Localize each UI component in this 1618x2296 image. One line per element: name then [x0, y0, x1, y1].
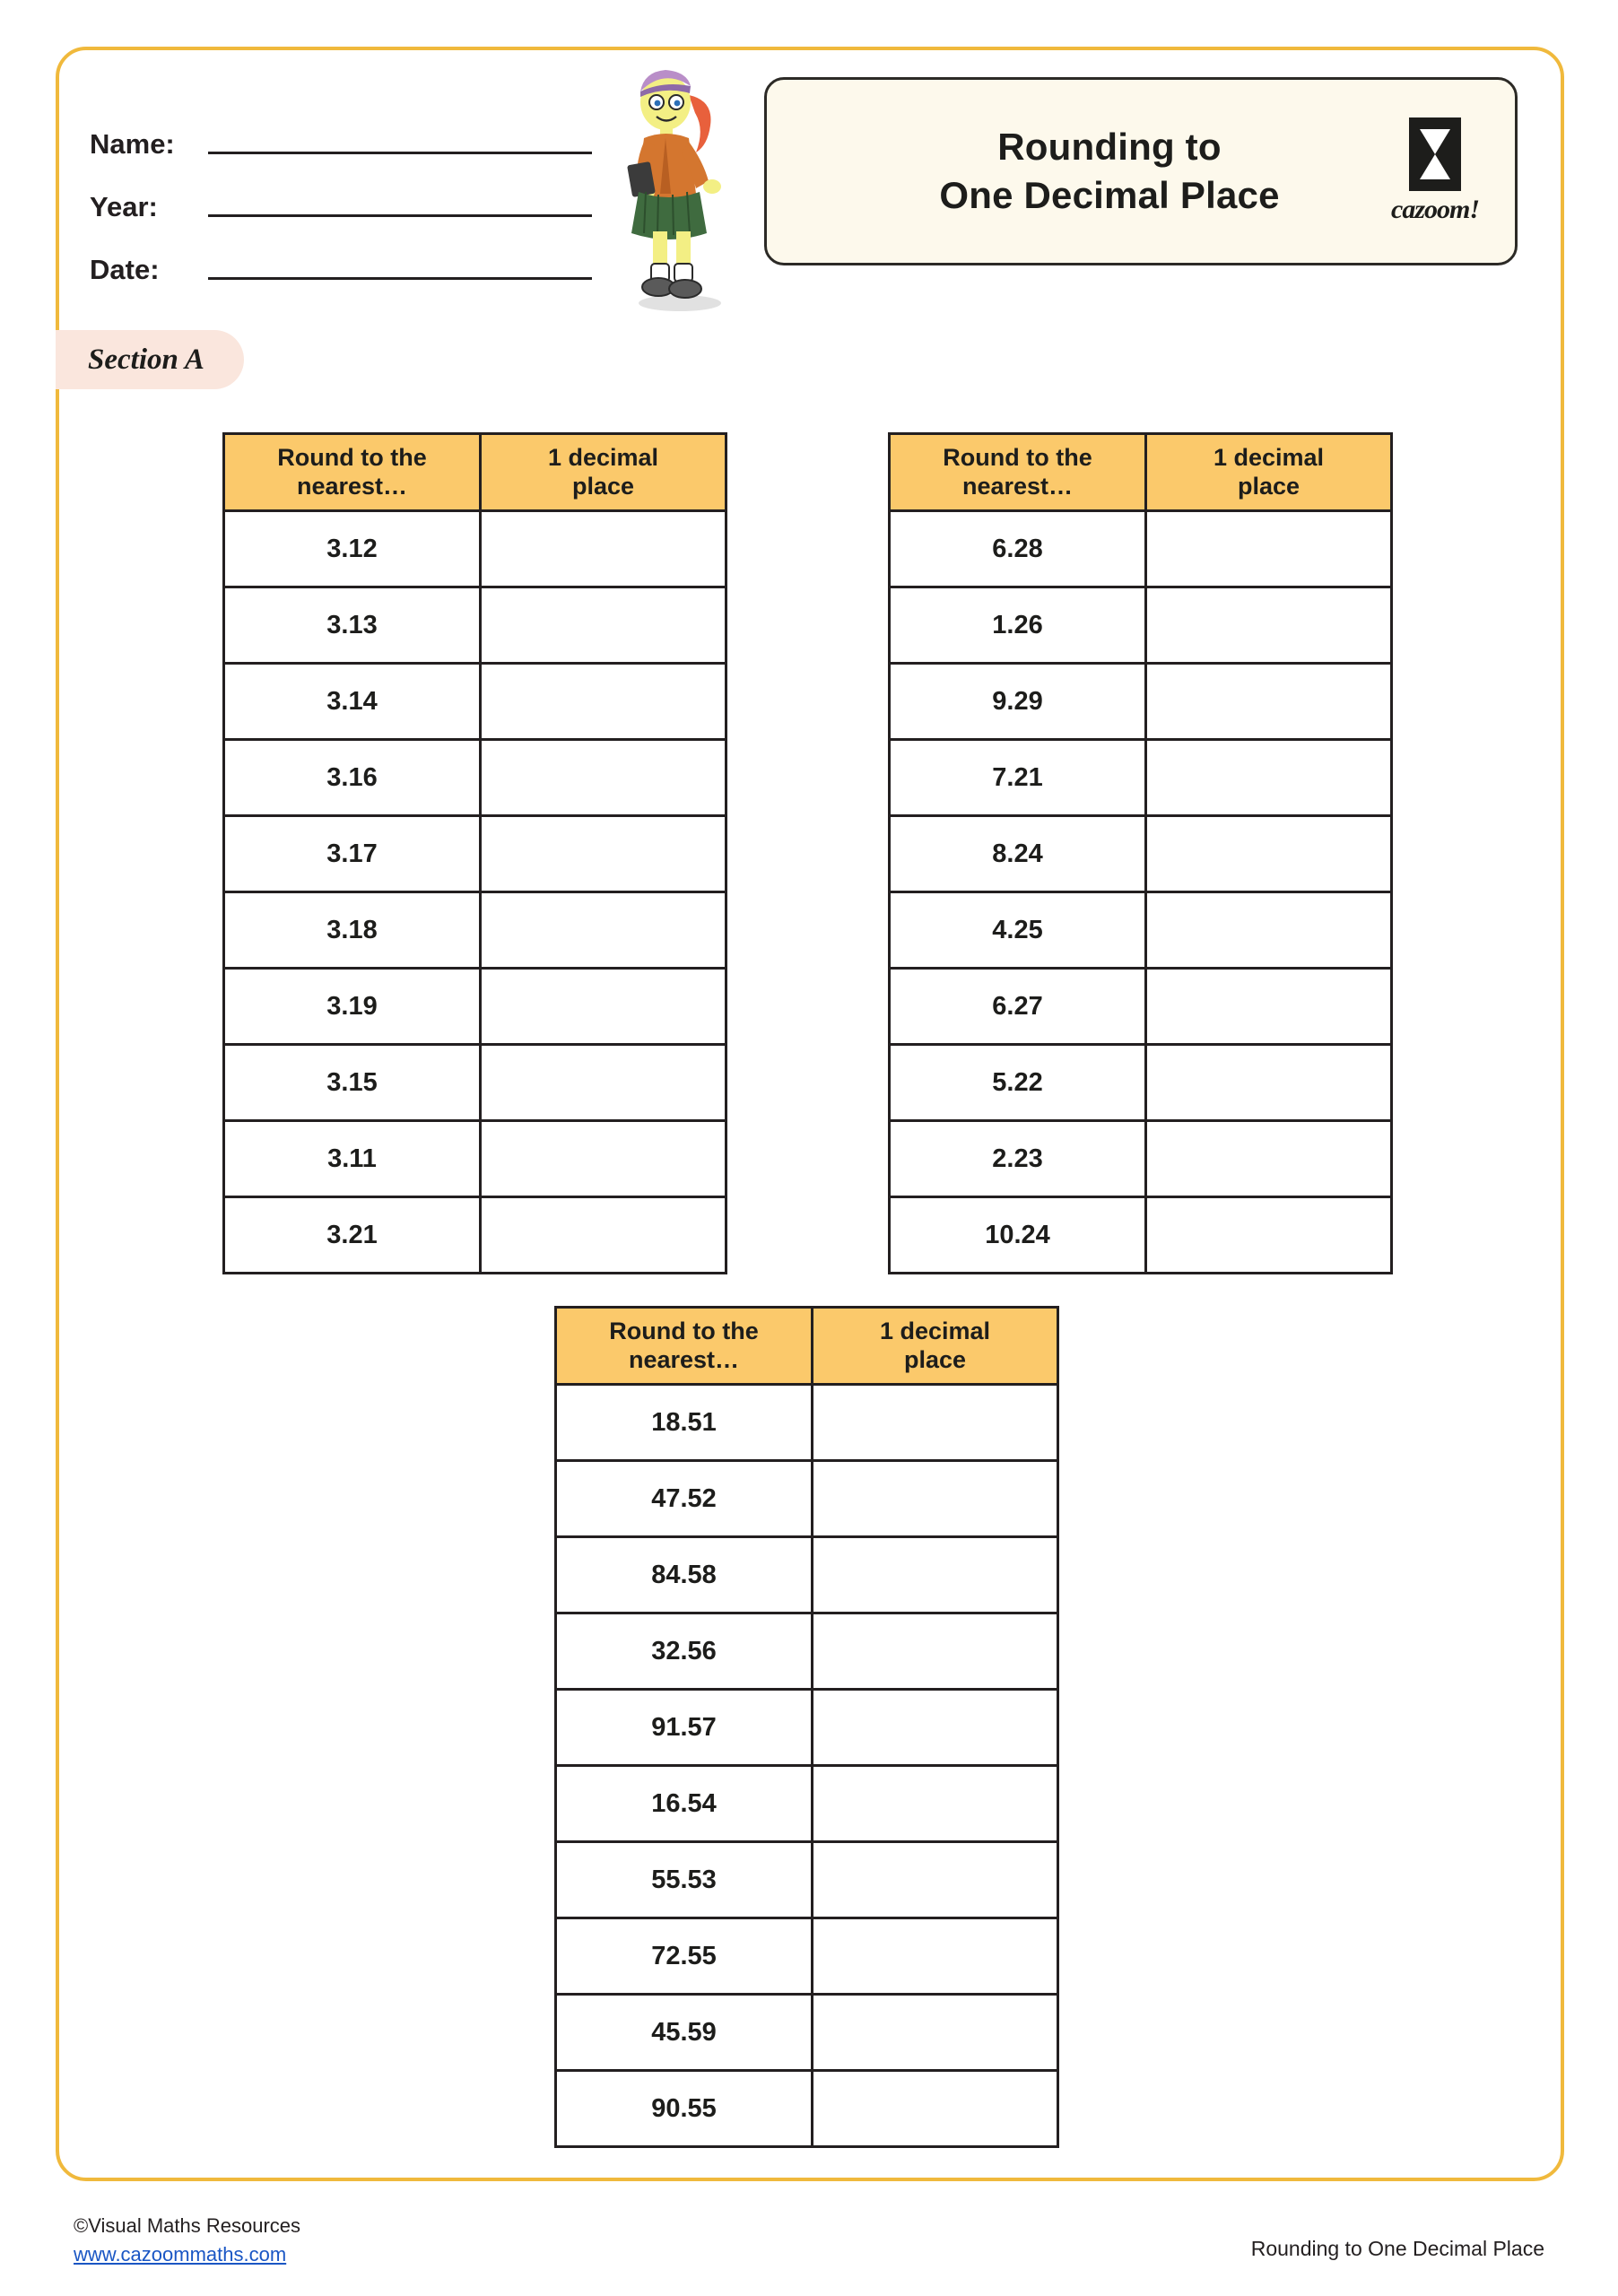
- answer-cell[interactable]: [813, 1537, 1058, 1613]
- student-info-fields: [90, 99, 592, 287]
- question-value: 3.15: [224, 1045, 481, 1121]
- question-value: 3.16: [224, 740, 481, 816]
- answer-cell[interactable]: [1146, 892, 1392, 969]
- answer-cell[interactable]: [813, 1995, 1058, 2071]
- section-label-text: Section A: [88, 343, 204, 376]
- table-row: [890, 587, 1392, 664]
- question-value: 3.18: [224, 892, 481, 969]
- footer-credits: [74, 2212, 300, 2269]
- answer-cell[interactable]: [1146, 587, 1392, 664]
- answer-cell[interactable]: [813, 1385, 1058, 1461]
- page-title: [939, 123, 1342, 220]
- answer-cell[interactable]: [481, 511, 726, 587]
- header-round-to-nearest: [556, 1308, 813, 1385]
- table-row: [890, 969, 1392, 1045]
- table-row: [556, 1842, 1058, 1918]
- question-value: 3.19: [224, 969, 481, 1045]
- header-line-2: place: [571, 472, 635, 500]
- copyright-text: ©Visual Maths Resources: [74, 2214, 301, 2237]
- question-value: 3.17: [224, 816, 481, 892]
- table-row: [890, 664, 1392, 740]
- table-row: [890, 816, 1392, 892]
- question-value: 72.55: [556, 1918, 813, 1995]
- answer-cell[interactable]: [1146, 511, 1392, 587]
- header-line-2: nearest…: [961, 472, 1074, 500]
- year-input-line[interactable]: [208, 214, 592, 217]
- question-value: 4.25: [890, 892, 1146, 969]
- name-input-line[interactable]: [208, 152, 592, 154]
- table-row: [224, 664, 726, 740]
- date-input-line[interactable]: [208, 277, 592, 280]
- website-link[interactable]: www.cazoommaths.com: [74, 2242, 287, 2266]
- table-row: [556, 2071, 1058, 2147]
- logo-wordmark: cazoom!: [1391, 195, 1479, 224]
- table-row: [556, 1995, 1058, 2071]
- answer-cell[interactable]: [813, 1690, 1058, 1766]
- header-one-decimal-place: [1146, 434, 1392, 511]
- table-row: [224, 816, 726, 892]
- question-value: 6.28: [890, 511, 1146, 587]
- year-field-row: [90, 161, 592, 224]
- table-row: [556, 1385, 1058, 1461]
- question-value: 90.55: [556, 2071, 813, 2147]
- worksheet-title-box: [764, 77, 1518, 265]
- answer-cell[interactable]: [481, 1045, 726, 1121]
- answer-cell[interactable]: [481, 816, 726, 892]
- table-row: [556, 1537, 1058, 1613]
- answer-cell[interactable]: [1146, 969, 1392, 1045]
- answer-cell[interactable]: [813, 1461, 1058, 1537]
- question-value: 10.24: [890, 1197, 1146, 1274]
- answer-cell[interactable]: [481, 587, 726, 664]
- answer-cell[interactable]: [1146, 1121, 1392, 1197]
- answer-cell[interactable]: [1146, 740, 1392, 816]
- question-value: 5.22: [890, 1045, 1146, 1121]
- year-label: Year:: [90, 191, 158, 222]
- question-value: 3.21: [224, 1197, 481, 1274]
- answer-cell[interactable]: [813, 1842, 1058, 1918]
- table-row: [224, 1045, 726, 1121]
- answer-cell[interactable]: [1146, 664, 1392, 740]
- answer-cell[interactable]: [481, 740, 726, 816]
- table-row: [224, 511, 726, 587]
- question-value: 32.56: [556, 1613, 813, 1690]
- answer-cell[interactable]: [1146, 1045, 1392, 1121]
- header-line-1: Round to the: [609, 1317, 759, 1344]
- table-header-row: [890, 434, 1392, 511]
- question-value: 16.54: [556, 1766, 813, 1842]
- answer-cell[interactable]: [1146, 1197, 1392, 1274]
- table-row: [224, 892, 726, 969]
- header-line-1: 1 decimal: [547, 443, 659, 471]
- answer-cell[interactable]: [1146, 816, 1392, 892]
- hourglass-icon: [1409, 117, 1461, 191]
- question-value: 3.11: [224, 1121, 481, 1197]
- table-row: [224, 740, 726, 816]
- question-value: 91.57: [556, 1690, 813, 1766]
- answer-cell[interactable]: [481, 969, 726, 1045]
- date-field-row: [90, 224, 592, 287]
- table-header-row: [224, 434, 726, 511]
- answer-cell[interactable]: [813, 1766, 1058, 1842]
- header-line-1: Round to the: [943, 443, 1092, 471]
- questions-table-1: [222, 432, 727, 1274]
- table-row: [890, 740, 1392, 816]
- table-row: [224, 1197, 726, 1274]
- header-line-2: place: [903, 1345, 967, 1373]
- header-line-1: 1 decimal: [879, 1317, 991, 1344]
- header-line-2: place: [1237, 472, 1300, 500]
- question-value: 6.27: [890, 969, 1146, 1045]
- section-a-label: [56, 330, 244, 389]
- header-round-to-nearest: [224, 434, 481, 511]
- header-one-decimal-place: [481, 434, 726, 511]
- question-value: 18.51: [556, 1385, 813, 1461]
- question-value: 3.13: [224, 587, 481, 664]
- table-row: [890, 1045, 1392, 1121]
- answer-cell[interactable]: [481, 664, 726, 740]
- name-field-row: [90, 99, 592, 161]
- table-row: [890, 1197, 1392, 1274]
- question-value: 47.52: [556, 1461, 813, 1537]
- question-value: 2.23: [890, 1121, 1146, 1197]
- table-row: [556, 1690, 1058, 1766]
- table-row: [556, 1918, 1058, 1995]
- question-value: 45.59: [556, 1995, 813, 2071]
- header-one-decimal-place: [813, 1308, 1058, 1385]
- question-value: 55.53: [556, 1842, 813, 1918]
- table-row: [556, 1461, 1058, 1537]
- answer-cell[interactable]: [481, 1197, 726, 1274]
- question-value: 8.24: [890, 816, 1146, 892]
- header-line-1: 1 decimal: [1213, 443, 1325, 471]
- question-value: 1.26: [890, 587, 1146, 664]
- question-value: 7.21: [890, 740, 1146, 816]
- questions-table-2: [888, 432, 1393, 1274]
- table-row: [224, 1121, 726, 1197]
- date-label: Date:: [90, 254, 160, 285]
- table-row: [890, 892, 1392, 969]
- cazoom-logo: [1382, 117, 1488, 225]
- student-mascot-illustration: [603, 56, 746, 316]
- footer-worksheet-name: Rounding to One Decimal Place: [1250, 2237, 1544, 2260]
- title-line-2: One Decimal Place: [939, 174, 1280, 216]
- answer-cell[interactable]: [813, 2071, 1058, 2147]
- table-row: [224, 969, 726, 1045]
- title-line-1: Rounding to: [997, 126, 1222, 169]
- header-round-to-nearest: [890, 434, 1146, 511]
- table-row: [890, 511, 1392, 587]
- answer-cell[interactable]: [481, 1121, 726, 1197]
- question-value: 3.14: [224, 664, 481, 740]
- table-row: [890, 1121, 1392, 1197]
- questions-table-3: [554, 1306, 1059, 2148]
- question-value: 9.29: [890, 664, 1146, 740]
- question-value: 3.12: [224, 511, 481, 587]
- header-line-1: Round to the: [277, 443, 427, 471]
- name-label: Name:: [90, 128, 175, 160]
- header-line-2: nearest…: [628, 1345, 740, 1373]
- answer-cell[interactable]: [481, 892, 726, 969]
- table-row: [556, 1613, 1058, 1690]
- question-value: 84.58: [556, 1537, 813, 1613]
- table-row: [224, 587, 726, 664]
- header-line-2: nearest…: [296, 472, 408, 500]
- table-row: [556, 1766, 1058, 1842]
- table-header-row: [556, 1308, 1058, 1385]
- answer-cell[interactable]: [813, 1613, 1058, 1690]
- answer-cell[interactable]: [813, 1918, 1058, 1995]
